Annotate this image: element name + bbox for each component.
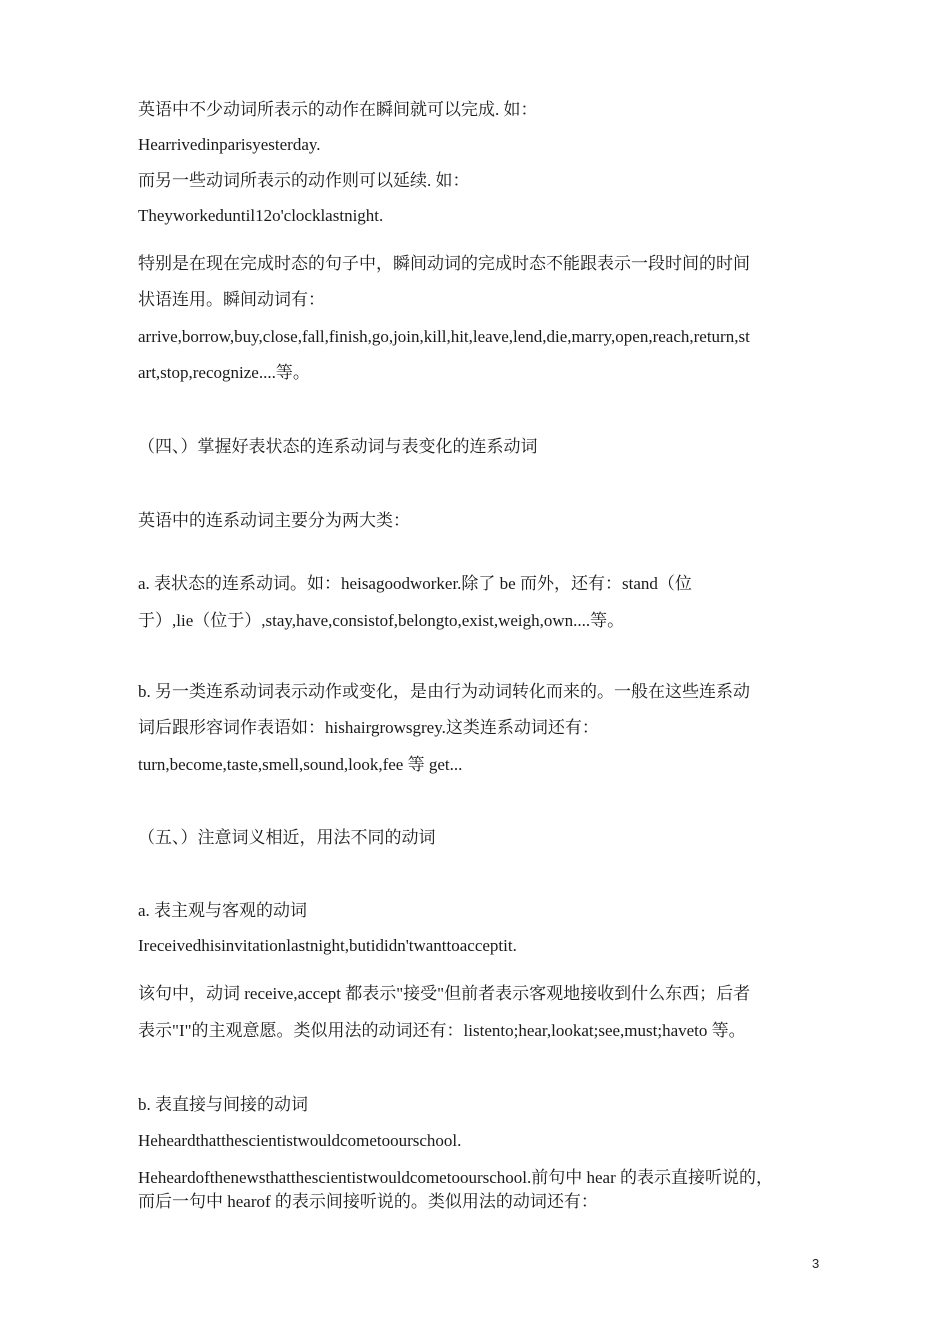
example-sentence: Hearrivedinparisyesterday. bbox=[138, 135, 321, 154]
text-line: 而另一些动词所表示的动作则可以延续. 如： bbox=[138, 171, 470, 190]
verb-list: arrive,borrow,buy,close,fall,finish,go,join,kill,hit,leave,lend,die,marry,open,reach,return,st bbox=[138, 327, 750, 346]
example-sentence: Ireceivedhisinvitationlastnight,butididn'twanttoacceptit. bbox=[138, 936, 517, 955]
text-line: 表示"I"的主观意愿。类似用法的动词还有：listento;hear,lookat;see,must;haveto 等。 bbox=[138, 1021, 746, 1040]
section-heading: （五、）注意词义相近，用法不同的动词 bbox=[138, 828, 436, 847]
list-item-a: a. 表状态的连系动词。如：heisagoodworker.除了 be 而外，还有：stand（位 bbox=[138, 574, 692, 593]
text-line: 于）,lie（位于）,stay,have,consistof,belongto,exist,weigh,own....等。 bbox=[138, 611, 625, 630]
list-item-a: a. 表主观与客观的动词 bbox=[138, 901, 308, 920]
text-line: 该句中，动词 receive,accept 都表示"接受"但前者表示客观地接收到什么东西；后者 bbox=[138, 984, 751, 1003]
text-line: 英语中的连系动词主要分为两大类： bbox=[138, 511, 410, 530]
example-sentence: Heheardofthenewsthatthescientistwouldcometoourschool.前句中 hear 的表示直接听说的， bbox=[138, 1168, 774, 1187]
section-heading: （四、）掌握好表状态的连系动词与表变化的连系动词 bbox=[138, 437, 538, 456]
verb-list: turn,become,taste,smell,sound,look,fee 等 get... bbox=[138, 755, 463, 774]
text-line: 状语连用。瞬间动词有： bbox=[138, 290, 325, 309]
page-number: 3 bbox=[812, 1256, 820, 1271]
text-line: 而后一句中 hearof 的表示间接听说的。类似用法的动词还有： bbox=[138, 1192, 598, 1211]
text-line: 英语中不少动词所表示的动作在瞬间就可以完成. 如： bbox=[138, 100, 538, 119]
example-sentence: Heheardthatthescientistwouldcometoourschool. bbox=[138, 1131, 462, 1150]
example-sentence: Theyworkeduntil12o'clocklastnight. bbox=[138, 206, 384, 225]
text-line: 特别是在现在完成时态的句子中，瞬间动词的完成时态不能跟表示一段时间的时间 bbox=[138, 254, 750, 273]
list-item-b: b. 表直接与间接的动词 bbox=[138, 1095, 308, 1114]
text-line: 词后跟形容词作表语如：hishairgrowsgrey.这类连系动词还有： bbox=[138, 718, 599, 737]
verb-list: art,stop,recognize....等。 bbox=[138, 363, 310, 382]
list-item-b: b. 另一类连系动词表示动作或变化，是由行为动词转化而来的。一般在这些连系动 bbox=[138, 682, 750, 701]
